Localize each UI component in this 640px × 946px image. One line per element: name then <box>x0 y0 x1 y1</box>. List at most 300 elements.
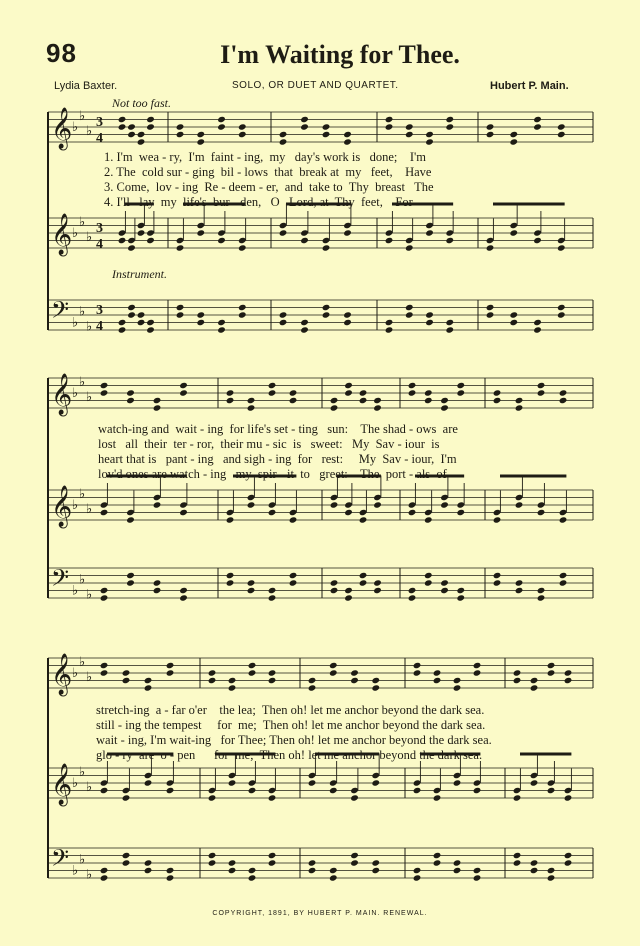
note-head <box>373 501 382 508</box>
note-head <box>196 138 205 145</box>
note-head <box>289 572 298 579</box>
flat-sign-icon: ♭ <box>72 386 79 401</box>
note-head <box>537 389 546 396</box>
note-head <box>350 859 359 866</box>
note-head <box>248 787 257 794</box>
flat-sign-icon: ♭ <box>72 863 79 879</box>
hymn-number: 98 <box>46 38 77 68</box>
note-head <box>146 319 155 326</box>
note-head <box>413 669 422 676</box>
note-head <box>166 787 175 794</box>
flat-sign-icon: ♭ <box>79 764 86 780</box>
flat-sign-icon: ♭ <box>79 108 86 124</box>
note-head <box>557 244 566 251</box>
note-head <box>456 382 465 389</box>
flat-sign-icon: ♭ <box>79 654 86 670</box>
note-head <box>486 304 495 311</box>
instrument-label: Instrument. <box>112 267 167 281</box>
note-head <box>196 131 205 138</box>
note-head <box>473 867 482 874</box>
note-head <box>343 311 352 318</box>
treble-clef-icon: 𝄞 <box>51 486 73 527</box>
note-head <box>424 516 433 523</box>
note-head <box>533 116 542 123</box>
note-head <box>456 594 465 601</box>
note-head <box>440 587 449 594</box>
note-head <box>408 587 417 594</box>
note-head <box>513 677 522 684</box>
note-head <box>279 229 288 236</box>
note-head <box>405 244 414 251</box>
note-head <box>329 874 338 881</box>
note-head <box>330 579 339 586</box>
bass-clef-icon: 𝄢 <box>51 296 70 329</box>
note-head <box>547 669 556 676</box>
note-head <box>247 587 256 594</box>
note-head <box>208 677 217 684</box>
note-head <box>537 509 546 516</box>
time-signature-bottom: 4 <box>96 319 103 334</box>
note-head <box>453 684 462 691</box>
note-head <box>453 859 462 866</box>
note-head <box>289 397 298 404</box>
note-head <box>537 587 546 594</box>
note-head <box>425 131 434 138</box>
note-head <box>385 123 394 130</box>
note-head <box>424 397 433 404</box>
note-head <box>137 311 146 318</box>
flat-sign-icon: ♭ <box>86 501 93 517</box>
note-head <box>268 587 277 594</box>
note-head <box>564 669 573 676</box>
note-head <box>268 677 277 684</box>
note-head <box>405 123 414 130</box>
note-head <box>268 794 277 801</box>
note-head <box>248 874 257 881</box>
flat-sign-icon: ♭ <box>86 319 93 335</box>
note-head <box>530 859 539 866</box>
note-head <box>153 397 162 404</box>
note-head <box>179 389 188 396</box>
note-head <box>238 123 247 130</box>
note-head <box>153 587 162 594</box>
flat-sign-icon: ♭ <box>86 587 93 603</box>
flat-sign-icon: ♭ <box>72 226 79 241</box>
note-head <box>371 684 380 691</box>
note-head <box>440 404 449 411</box>
note-head <box>247 404 256 411</box>
note-head <box>515 587 524 594</box>
flat-sign-icon: ♭ <box>79 214 86 230</box>
note-head <box>228 859 237 866</box>
note-head <box>530 677 539 684</box>
note-head <box>440 397 449 404</box>
note-head <box>509 131 518 138</box>
note-head <box>238 311 247 318</box>
treble-clef-icon: 𝄞 <box>51 374 73 415</box>
note-head <box>100 867 109 874</box>
note-head <box>122 669 131 676</box>
note-head <box>493 389 502 396</box>
note-head <box>308 867 317 874</box>
note-head <box>344 594 353 601</box>
note-head <box>371 677 380 684</box>
note-head <box>433 852 442 859</box>
note-head <box>137 131 146 138</box>
note-head <box>268 509 277 516</box>
flat-sign-icon: ♭ <box>72 583 79 599</box>
note-head <box>268 382 277 389</box>
time-signature-top: 3 <box>96 303 103 318</box>
note-head <box>300 123 309 130</box>
note-head <box>513 859 522 866</box>
note-head <box>493 397 502 404</box>
note-head <box>127 304 136 311</box>
note-head <box>515 397 524 404</box>
note-head <box>268 389 277 396</box>
note-head <box>322 244 331 251</box>
note-head <box>359 579 368 586</box>
note-head <box>547 874 556 881</box>
note-head <box>322 123 331 130</box>
flat-sign-icon: ♭ <box>86 779 93 795</box>
note-head <box>322 304 331 311</box>
note-head <box>208 852 217 859</box>
note-head <box>513 669 522 676</box>
note-head <box>228 677 237 684</box>
note-head <box>445 237 454 244</box>
flat-sign-icon: ♭ <box>86 867 93 883</box>
note-head <box>217 319 226 326</box>
note-head <box>176 304 185 311</box>
note-head <box>445 319 454 326</box>
note-head <box>122 852 131 859</box>
note-head <box>247 501 256 508</box>
note-head <box>329 867 338 874</box>
note-head <box>179 594 188 601</box>
note-head <box>279 131 288 138</box>
note-head <box>473 874 482 881</box>
note-head <box>127 123 136 130</box>
note-head <box>344 509 353 516</box>
note-head <box>559 579 568 586</box>
lyricist-name: Lydia Baxter. <box>54 80 118 92</box>
verse-line: wait - ing, I'm wait-ing for Thee; Then oh! let me anchor beyond the dark sea. <box>96 733 492 747</box>
note-head <box>127 131 136 138</box>
note-head <box>453 677 462 684</box>
flat-sign-icon: ♭ <box>79 304 86 320</box>
note-head <box>146 326 155 333</box>
flat-sign-icon: ♭ <box>86 229 93 245</box>
note-head <box>247 397 256 404</box>
note-head <box>509 311 518 318</box>
note-head <box>100 669 109 676</box>
note-head <box>248 669 257 676</box>
hymn-title: I'm Waiting for Thee. <box>220 40 460 69</box>
treble-clef-icon: 𝄞 <box>51 654 73 695</box>
time-signature-bottom: 4 <box>96 237 103 252</box>
note-head <box>350 669 359 676</box>
note-head <box>385 326 394 333</box>
note-head <box>300 326 309 333</box>
note-head <box>330 397 339 404</box>
note-head <box>433 859 442 866</box>
verse-line: 3. Come, lov - ing Re - deem - er, and take to Thy breast The <box>104 180 434 194</box>
note-head <box>196 311 205 318</box>
note-head <box>268 669 277 676</box>
note-head <box>146 123 155 130</box>
note-head <box>408 382 417 389</box>
flat-sign-icon: ♭ <box>72 498 79 513</box>
note-head <box>371 859 380 866</box>
note-head <box>547 787 556 794</box>
note-head <box>329 662 338 669</box>
note-head <box>373 587 382 594</box>
note-head <box>413 662 422 669</box>
note-head <box>433 669 442 676</box>
note-head <box>166 867 175 874</box>
note-head <box>405 304 414 311</box>
note-head <box>456 389 465 396</box>
note-head <box>268 594 277 601</box>
note-head <box>217 326 226 333</box>
note-head <box>228 867 237 874</box>
note-head <box>279 311 288 318</box>
note-head <box>268 852 277 859</box>
note-head <box>247 579 256 586</box>
note-head <box>329 669 338 676</box>
note-head <box>176 123 185 130</box>
note-head <box>385 319 394 326</box>
note-head <box>137 319 146 326</box>
note-head <box>537 382 546 389</box>
note-head <box>118 123 127 130</box>
note-head <box>300 237 309 244</box>
note-head <box>530 684 539 691</box>
note-head <box>424 579 433 586</box>
note-head <box>289 389 298 396</box>
note-head <box>425 311 434 318</box>
note-head <box>453 867 462 874</box>
note-head <box>445 116 454 123</box>
verse-line: 1. I'm wea - ry, I'm faint - ing, my day's work is done; I'm <box>104 150 427 164</box>
note-head <box>385 116 394 123</box>
note-head <box>126 516 135 523</box>
note-head <box>515 501 524 508</box>
note-head <box>559 397 568 404</box>
note-head <box>179 587 188 594</box>
note-head <box>559 516 568 523</box>
note-head <box>166 669 175 676</box>
note-head <box>564 794 573 801</box>
note-head <box>425 319 434 326</box>
note-head <box>226 397 235 404</box>
verse-line: heart that is pant - ing and sigh - ing for rest: My Sav - iour, I'm <box>98 452 457 466</box>
time-signature-top: 3 <box>96 221 103 236</box>
note-head <box>127 311 136 318</box>
note-head <box>533 326 542 333</box>
note-head <box>373 404 382 411</box>
note-head <box>405 311 414 318</box>
note-head <box>515 579 524 586</box>
flat-sign-icon: ♭ <box>79 572 86 588</box>
note-head <box>308 684 317 691</box>
note-head <box>559 572 568 579</box>
note-head <box>122 859 131 866</box>
note-head <box>350 677 359 684</box>
note-head <box>122 794 131 801</box>
note-head <box>268 859 277 866</box>
note-head <box>226 572 235 579</box>
note-head <box>127 244 136 251</box>
time-signature-bottom: 4 <box>96 131 103 146</box>
note-head <box>433 677 442 684</box>
note-head <box>279 319 288 326</box>
flat-sign-icon: ♭ <box>86 123 93 139</box>
note-head <box>413 787 422 794</box>
note-head <box>289 516 298 523</box>
note-head <box>513 794 522 801</box>
note-head <box>100 382 109 389</box>
note-head <box>208 669 217 676</box>
note-head <box>153 579 162 586</box>
note-head <box>515 404 524 411</box>
note-head <box>226 579 235 586</box>
note-head <box>118 116 127 123</box>
note-head <box>330 501 339 508</box>
bass-clef-icon: 𝄢 <box>51 564 70 597</box>
note-head <box>371 867 380 874</box>
note-head <box>445 123 454 130</box>
note-head <box>146 116 155 123</box>
note-head <box>557 304 566 311</box>
note-head <box>493 516 502 523</box>
note-head <box>408 509 417 516</box>
verse-line: lov'd ones are watch - ing my spir - it to greet: The port - als of <box>98 467 447 481</box>
tempo-marking: Not too fast. <box>112 96 172 110</box>
note-head <box>425 229 434 236</box>
copyright-notice: COPYRIGHT, 1891, BY HUBERT P. MAIN. RENEWAL. <box>212 910 428 917</box>
note-head <box>100 662 109 669</box>
note-head <box>343 131 352 138</box>
note-head <box>100 587 109 594</box>
note-head <box>413 874 422 881</box>
note-head <box>238 131 247 138</box>
note-head <box>279 138 288 145</box>
note-head <box>564 852 573 859</box>
flat-sign-icon: ♭ <box>79 374 86 390</box>
bass-clef-icon: 𝄢 <box>51 844 70 877</box>
note-head <box>179 509 188 516</box>
note-head <box>557 311 566 318</box>
note-head <box>350 852 359 859</box>
note-head <box>126 572 135 579</box>
verse-line: 4. I'll lay my life's bur - den, O Lord, at Thy feet, For <box>104 195 413 209</box>
note-head <box>350 794 359 801</box>
note-head <box>144 859 153 866</box>
note-head <box>329 787 338 794</box>
note-head <box>217 123 226 130</box>
note-head <box>144 677 153 684</box>
note-head <box>343 229 352 236</box>
note-head <box>408 389 417 396</box>
note-head <box>343 319 352 326</box>
note-head <box>217 116 226 123</box>
note-head <box>166 874 175 881</box>
note-head <box>373 579 382 586</box>
note-head <box>146 237 155 244</box>
composer-name: Hubert P. Main. <box>490 80 569 92</box>
note-head <box>322 311 331 318</box>
note-head <box>118 326 127 333</box>
note-head <box>137 138 146 145</box>
note-head <box>493 572 502 579</box>
flat-sign-icon: ♭ <box>72 666 79 681</box>
note-head <box>176 131 185 138</box>
note-head <box>248 867 257 874</box>
note-head <box>100 874 109 881</box>
note-head <box>330 404 339 411</box>
note-head <box>196 319 205 326</box>
voicing-note: SOLO, OR DUET AND QUARTET. <box>232 80 399 91</box>
note-head <box>208 794 217 801</box>
note-head <box>513 852 522 859</box>
note-head <box>509 229 518 236</box>
note-head <box>445 326 454 333</box>
treble-clef-icon: 𝄞 <box>51 214 73 255</box>
note-head <box>547 867 556 874</box>
note-head <box>289 579 298 586</box>
note-head <box>564 859 573 866</box>
note-head <box>424 389 433 396</box>
note-head <box>330 587 339 594</box>
note-head <box>176 311 185 318</box>
note-head <box>166 662 175 669</box>
note-head <box>196 229 205 236</box>
note-head <box>144 779 153 786</box>
verse-line: glo - ry are o - pen for me; Then oh! let me anchor beyond the dark sea. <box>96 748 483 762</box>
note-head <box>424 572 433 579</box>
note-head <box>559 389 568 396</box>
note-head <box>238 244 247 251</box>
note-head <box>100 594 109 601</box>
note-head <box>408 594 417 601</box>
note-head <box>533 123 542 130</box>
treble-clef-icon: 𝄞 <box>51 764 73 805</box>
note-head <box>456 587 465 594</box>
note-head <box>509 138 518 145</box>
flat-sign-icon: ♭ <box>72 120 79 135</box>
note-head <box>344 382 353 389</box>
note-head <box>385 237 394 244</box>
flat-sign-icon: ♭ <box>72 315 79 331</box>
note-head <box>547 662 556 669</box>
note-head <box>176 244 185 251</box>
note-head <box>371 779 380 786</box>
note-head <box>564 677 573 684</box>
flat-sign-icon: ♭ <box>79 486 86 502</box>
note-head <box>344 587 353 594</box>
treble-clef-icon: 𝄞 <box>51 108 73 149</box>
note-head <box>533 237 542 244</box>
verse-line: still - ing the tempest for me; Then oh! let me anchor beyond the dark sea. <box>96 718 486 732</box>
note-head <box>557 131 566 138</box>
note-head <box>308 677 317 684</box>
note-head <box>308 779 317 786</box>
flat-sign-icon: ♭ <box>86 389 93 405</box>
note-head <box>217 237 226 244</box>
note-head <box>126 397 135 404</box>
